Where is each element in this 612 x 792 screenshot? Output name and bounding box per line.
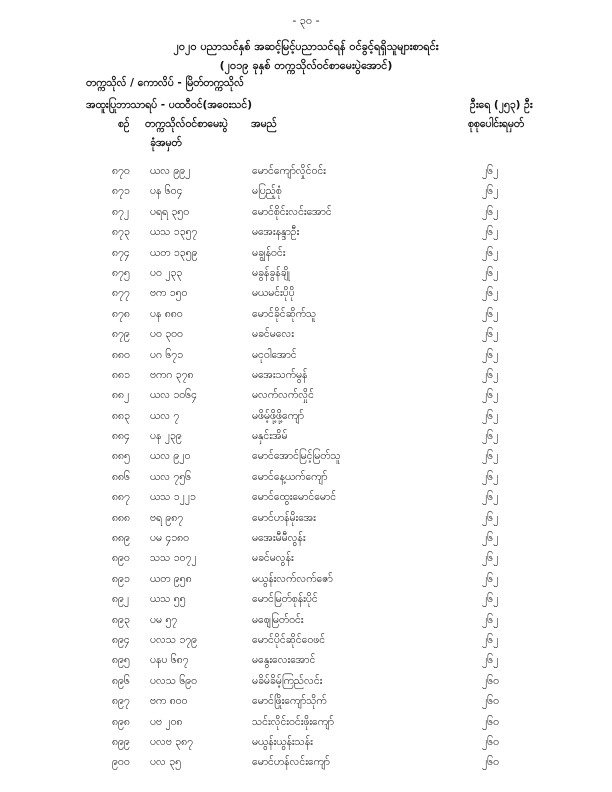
table-row [0,512,612,532]
table-row [0,287,612,307]
roll-number: ယလ ၉၉၂ [150,165,191,177]
roll-number: ယတ ၁၃၅၉ [150,246,198,259]
student-name: မပြည့်စုံ [252,185,282,198]
student-name: မခိမ်ခိမ့်ကြည်လင်း [252,674,323,687]
row-number: ၈၉၀ [112,552,130,565]
row-number: ၈၇၅ [112,266,130,279]
student-name: မောင်ကျော်လှိုင်ဝင်း [252,165,326,177]
table-row [0,634,612,654]
total-score: ၂၆၀ [482,715,499,728]
roll-number: ပနပ ၆၈၇ [150,654,189,667]
total-score: ၂၆၂ [482,593,499,606]
table-row [0,185,612,205]
student-name: မလက်လက်လှိုင် [252,389,314,402]
total-score: ၂၆၂ [482,654,499,667]
roll-number: ပဗ ၂၀၈ [150,715,183,728]
student-name: မဈေမြတ်ဝင်း [252,613,304,626]
table-row [0,267,612,287]
row-number: ၈၈၅ [112,450,130,463]
row-number: ၉၀၀ [112,756,130,769]
table-row [0,552,612,572]
row-number: ၈၈၉ [112,532,130,545]
student-name: မောင်ဟန်လင်းကျော် [252,756,330,769]
total-score: ၂၆၂ [482,185,499,198]
roll-number: ယသ ၁၂၂၁ [150,491,196,504]
table-row [0,349,612,369]
total-score: ၂၆၂ [482,307,499,320]
student-name: မအေးနန္ဒာဦး [252,226,300,239]
column-header-no: စဉ် [118,118,130,130]
table-row [0,165,612,185]
total-score: ၂၆၂ [482,165,499,177]
roll-number: ပမ ၄၁၈၀ [150,532,190,545]
total-score: ၂၆၂ [482,491,499,504]
university-label: တက္ကသိုလ် / ကောလိပ် - မြိတ်တက္ကသိုလ် [86,77,244,89]
row-number: ၈၈၄ [112,430,130,443]
total-score: ၂၆၂ [482,266,499,279]
row-number: ၈၇၉ [112,328,130,341]
table-row [0,430,612,450]
total-score: ၂၆၂ [482,552,499,565]
row-number: ၈၉၂ [112,593,130,606]
student-name: မောင်စိုင်းလင်းအောင် [252,205,332,218]
student-name: မောင်ခိုင်ဆိုက်သူ [252,307,317,320]
roll-number: ယသ ၁၃၅၇ [150,226,198,239]
roll-number: ပန ၈၈၀ [150,307,183,320]
row-number: ၈၇၈ [112,307,130,320]
roll-number: ယတ ၉၅၈ [150,572,192,585]
student-name: မအေးမီမီလွန်း [252,532,306,545]
roll-number: ဗက ၈၀၀ [150,695,188,708]
student-name: မငုဝါအောင် [252,348,297,361]
row-number: ၈၉၆ [112,674,130,687]
roll-number: ယလ ၇၅၆ [150,470,192,483]
total-score: ၂၆၂ [482,226,499,239]
subject-label: အထူးပြုဘာသာရပ် - ပထဝီဝင်(အဝေးသင်) [86,99,253,111]
student-name: မဖိမ့်ဖို့ဖို့ကျော် [252,409,304,422]
total-score: ၂၆၂ [482,389,499,402]
column-header-roll-number: ခုံအမှတ် [150,137,182,149]
student-name: မောင်ပိုင်ဆိုင်ဝေဖင် [252,633,326,646]
table-row [0,206,612,226]
student-name: မနွေးလေးအောင် [252,654,316,667]
table-row [0,450,612,470]
roll-number: ဗကဂ ၃၇၈ [150,368,194,381]
student-table [0,165,612,777]
column-header-name: အမည် [251,118,277,130]
student-name: မယမင်းပိုပို [252,287,295,300]
student-name: သင်းလိုင်းဝင်းဖိုးကျော် [252,715,334,728]
table-row [0,695,612,715]
total-score: ၂၆၂ [482,450,499,463]
total-score: ၂၆၂ [482,532,499,545]
total-score: ၂၆၂ [482,368,499,381]
row-number: ၈၈၁ [112,368,130,381]
student-name: မောင်ဟန်မိုးအေး [252,511,316,524]
roll-number: ပဝ ၃၀၀ [150,328,183,341]
total-score: ၂၆၀ [482,735,499,748]
row-number: ၈၈၆ [112,470,130,483]
table-row [0,593,612,613]
roll-number: ပရရ ၃၅၀ [150,205,190,218]
row-number: ၈၉၈ [112,715,130,728]
document-subtitle: (၂၀၁၉ ခုနှစ် တက္ကသိုလ်ဝင်စာမေးပွဲအောင်) [219,59,393,72]
total-score: ၂၆၀ [482,695,499,708]
student-name: မခွန်ခွန်ချို [252,266,290,279]
table-row [0,410,612,430]
total-score: ၂၆၂ [482,246,499,259]
table-row [0,675,612,695]
student-name: မယွန်းလက်လက်ဇော် [252,572,333,585]
total-score: ၂၆၂ [482,328,499,341]
row-number: ၈၇၁ [112,185,130,198]
row-number: ၈၉၃ [112,613,130,626]
total-score: ၂၆၀ [482,674,499,687]
table-row [0,308,612,328]
column-headers [0,118,612,134]
row-number: ၈၉၁ [112,572,130,585]
total-score: ၂၆၂ [482,348,499,361]
total-score: ၂၆၂ [482,430,499,443]
row-number: ၈၈၃ [112,409,130,422]
document-title: ၂၀၂၀ ပညာသင်နှစ် အဆင့်မြင့်ပညာသင်ရန် ဝင်ခွင့်ရရှိသူများစာရင်း [173,40,439,53]
roll-number: ပမ ၅၇ [150,613,178,626]
row-number: ၈၈၇ [112,491,130,504]
student-name: မခင်မလွန်း [252,552,294,565]
total-count-label: ဦးရေ (၂၅၃) ဦး [470,99,533,111]
row-number: ၈၉၇ [112,695,130,708]
roll-number: သသ ၁၀၇၂ [150,552,197,565]
student-name: မခင်မလေး [252,328,294,341]
table-row [0,654,612,674]
student-name: မချွန်ဝင်း [252,246,286,259]
student-name: မနှင်းအိမ် [252,430,288,443]
student-name: မအေးသက်မွန် [252,368,308,381]
roll-number: ပန ၂၃၉ [150,430,182,443]
roll-number: ပန ၆၀၄ [150,185,183,198]
student-name: မောင်မြတ်စုန်းပိုင် [252,593,318,606]
total-score: ၂၆၂ [482,470,499,483]
table-row [0,756,612,776]
table-row [0,226,612,246]
total-score: ၂၆၂ [482,409,499,422]
student-name: မယွန်းယွန်းသန်း [252,735,313,748]
total-score: ၂၆၂ [482,511,499,524]
total-score: ၂၆၂ [482,287,499,300]
roll-number: ယလ ၇ [150,409,180,422]
table-row [0,389,612,409]
row-number: ၈၉၄ [112,633,130,646]
roll-number: ယသ ၅၅ [150,593,186,606]
row-number: ၈၈၀ [112,348,130,361]
table-row [0,471,612,491]
roll-number: ပလဗ ၃၈၇ [150,735,193,748]
row-number: ၈၇၀ [112,165,130,177]
roll-number: ဗရ ၉၈၇ [150,511,184,524]
student-name: မောင်ဖြိုးကျော်သိုက် [252,695,327,708]
row-number: ၈၇၃ [112,226,130,239]
column-headers-line-2 [0,137,612,153]
student-name: မောင်အောင်မြင့်မြတ်သူ [252,450,341,463]
row-number: ၈၇၇ [112,287,130,300]
table-row [0,491,612,511]
roll-number: ပဝ ၂၃၃ [150,266,183,279]
roll-number: ပဂ ၆၇၁ [150,348,184,361]
total-score: ၂၆၂ [482,205,499,218]
total-score: ၂၆၂ [482,633,499,646]
total-score: ၂၆၀ [482,756,499,769]
table-row [0,716,612,736]
row-number: ၈၇၄ [112,246,130,259]
total-score: ၂၆၂ [482,613,499,626]
table-row [0,247,612,267]
roll-number: ယလ ၁၀၆၄ [150,389,197,402]
row-number: ၈၉၉ [112,735,130,748]
roll-number: ပလသ ၁၇၉ [150,633,198,646]
roll-number: ပလသ ၆၉၀ [150,674,198,687]
table-row [0,369,612,389]
row-number: ၈၈၂ [112,389,130,402]
row-number: ၈၇၂ [112,205,130,218]
row-number: ၈၉၅ [112,654,130,667]
total-score: ၂၆၂ [482,572,499,585]
page-number: - ၃၀ - [292,14,320,27]
roll-number: ယလ ၉၂၀ [150,450,191,463]
student-name: မောင်ထွေးမောင်မောင် [252,491,337,504]
column-header-roll: တက္ကသိုလ်ဝင်စာမေးပွဲ [145,118,228,130]
student-name: မောင်နေ့ယက်ကျော် [252,470,328,483]
table-row [0,532,612,552]
table-row [0,328,612,348]
table-row [0,573,612,593]
roll-number: ဗက ၁၅၀ [150,287,188,300]
table-row [0,736,612,756]
table-row [0,614,612,634]
column-header-score: စုစုပေါင်းရမှတ် [468,118,525,130]
roll-number: ပလ ၃၅ [150,756,181,769]
row-number: ၈၈၈ [112,511,130,524]
header-line-1 [0,99,612,115]
